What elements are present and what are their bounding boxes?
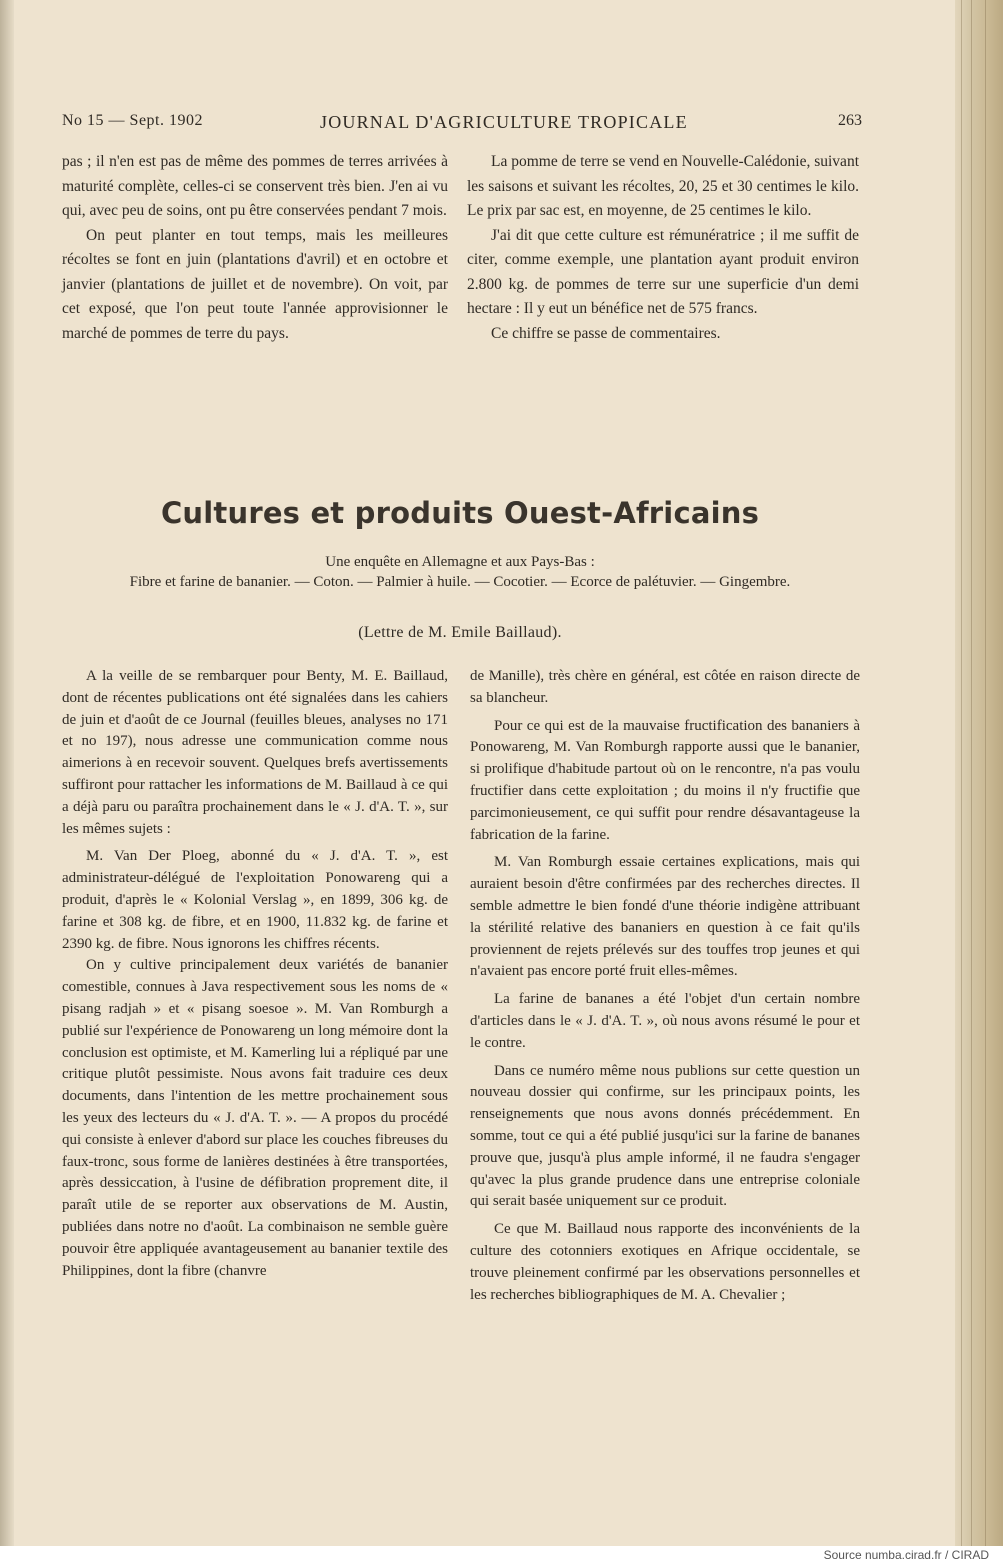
- page-number: 263: [838, 112, 862, 129]
- subtitle-topics: Fibre et farine de bananier. — Coton. — Palmier à huile. — Cocotier. — Ecorce de palétuvier. — Gingembre.: [129, 574, 791, 590]
- article-subtitle: [60, 552, 860, 592]
- paragraph: de Manille), très chère en général, est côtée en raison directe de sa blancheur.: [470, 668, 860, 706]
- paragraph: M. Van Der Ploeg, abonné du « J. d'A. T. », est administrateur-délégué de l'exploitation Ponowareng qui a produit, d'après le « Kolonial Verslag », en 1899, 306 kg. de farine et 308 kg. de fibre, et en 1900, 11.832 kg. de farine et 2390 kg. de fibre. Nous ignorons les chiffres récents.: [62, 848, 448, 952]
- journal-title: JOURNAL D'AGRICULTURE TROPICALE: [320, 112, 688, 132]
- paragraph: Pour ce qui est de la mauvaise fructification des bananiers à Ponowareng, M. Van Romburgh rapporte aussi que le bananier, si prolifique d'habitude partout où on le rencontre, n'a pas voulu fructifier dans cette exploitation ; du moins il n'y fructifie que parcimonieusement, ce qui suffit pour rendre désavantageuse la fabrication de la farine.: [470, 717, 860, 843]
- paragraph: On y cultive principalement deux variétés de bananier comestible, connues à Java respectivement sous les noms de « pisang radjah » et « pisang soesoe ». M. Van Romburgh a publié sur l'expérience de Ponowareng un long mémoire dont la conclusion est optimiste, et M. Kamerling lui a répliqué par une critique plutôt pessimiste. Nous avons fait traduire ces deux documents, dans l'intention de les mettre prochainement sous les yeux des lecteurs du « J. d'A. T. ». — A propos du procédé qui consiste à enlever d'abord sur place les couches fibreuses du faux-tronc, sous forme de lanières destinées à être transportées, après dessiccation, à l'usine de défibration proprement dite, il paraît utile de se reporter aux observations de M. Austin, publiées dans notre no d'août. La combinaison ne semble guère pouvoir être appliquée avantageusement au bananier textile des Philippines, dont la fibre (chanvre: [62, 957, 448, 1279]
- paragraph: J'ai dit que cette culture est rémunératrice ; il me suffit de citer, comme exemple, une plantation ayant produit environ 2.800 kg. de pommes de terre sur une superficie d'un demi hectare : Il y eut un bénéfice net de 575 francs.: [467, 226, 859, 317]
- paragraph: M. Van Romburgh essaie certaines explications, mais qui auraient besoin d'être confirmées par des recherches directes. Il semble admettre le bien fondé d'une théorie indigène attribuant la stérilité relative des bananiers en question à ce fait qu'ils proviennent de rejets prélevés sur des touffes trop jeunes et qui n'avaient pas encore porté fruit elles-mêmes.: [470, 854, 860, 980]
- page-left-edge-shadow: [0, 0, 14, 1546]
- body-left-column: [62, 666, 448, 1282]
- paragraph: Ce que M. Baillaud nous rapporte des inconvénients de la culture des cotonniers exotiques en Afrique occidentale, se trouve pleinement confirmé par les observations personnelles et les recherches bibliographiques de M. A. Chevalier ;: [470, 1221, 860, 1303]
- paragraph: La pomme de terre se vend en Nouvelle-Calédonie, suivant les saisons et suivant les récoltes, 20, 25 et 30 centimes le kilo. Le prix par sac est, en moyenne, de 25 centimes le kilo.: [467, 153, 859, 219]
- paragraph: On peut planter en tout temps, mais les meilleures récoltes se font en juin (plantations d'avril) et en octobre et janvier (plantations de juillet et de novembre). On voit, par cet exposé, que l'on peut toute l'année approvisionner le marché de pommes de terre du pays.: [62, 226, 448, 342]
- page-binding-edge: [955, 0, 1003, 1546]
- binding-edge-line: [971, 0, 972, 1546]
- paragraph: pas ; il n'en est pas de même des pommes de terres arrivées à maturité complète, celles-ci se conservent très bien. J'en ai vu qui, avec peu de soins, ont pu être conservées pendant 7 mois.: [62, 153, 448, 219]
- issue-date: No 15 — Sept. 1902: [62, 112, 203, 129]
- body-right-column: [470, 666, 860, 1312]
- binding-edge-line: [985, 0, 986, 1546]
- paragraph: A la veille de se rembarquer pour Benty, M. E. Baillaud, dont de récentes publications ont été signalées dans les cahiers de juin et d'août de ce Journal (feuilles bleues, analyses no 171 et no 197), nous adresse une communication comme nous aimerions à en recevoir souvent. Quelques brefs avertissements suffiront pour rattacher les informations de M. Baillaud à ce qui a déjà paru ou paraîtra prochainement dans le « J. d'A. T. », sur les mêmes sujets :: [62, 668, 448, 837]
- source-credit: Source numba.cirad.fr / CIRAD: [823, 1548, 989, 1562]
- paragraph: Dans ce numéro même nous publions sur cette question un nouveau dossier qui confirme, sur les principaux points, les renseignements que nous avons donnés précédemment. En somme, tout ce qui a été publié jusqu'ici sur la farine de bananes prouve que, jusqu'à plus ample informé, il ne faudra s'engager qu'avec la plus grande prudence dans une entreprise coloniale qui serait basée uniquement sur ce produit.: [470, 1062, 860, 1210]
- binding-edge-line: [961, 0, 962, 1546]
- top-left-column: [62, 150, 448, 346]
- running-header: [62, 112, 862, 138]
- paragraph: Ce chiffre se passe de commentaires.: [491, 324, 721, 342]
- top-right-column: [467, 150, 859, 346]
- letter-attribution: (Lettre de M. Emile Baillaud).: [358, 624, 562, 641]
- article-title: Cultures et produits Ouest-Africains: [160, 496, 760, 530]
- paragraph: La farine de bananes a été l'objet d'un certain nombre d'articles dans le « J. d'A. T. », où nous avons résumé le pour et le contre.: [470, 991, 860, 1051]
- subtitle-line: Une enquête en Allemagne et aux Pays-Bas :: [325, 554, 595, 570]
